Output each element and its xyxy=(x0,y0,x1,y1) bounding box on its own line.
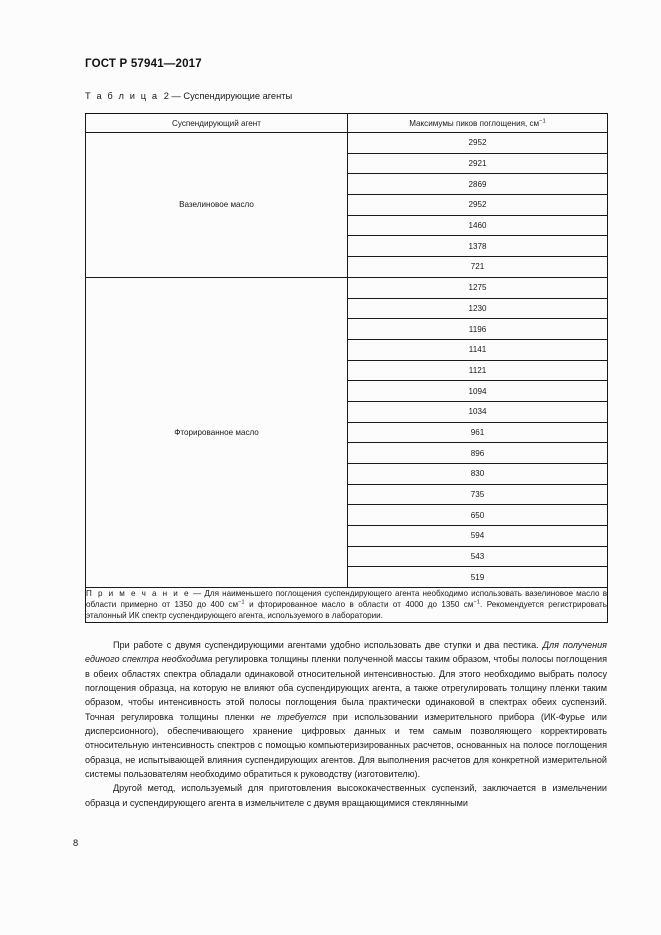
peak-value-cell: 1034 xyxy=(348,401,608,422)
paragraph-2: Другой метод, используемый для приготовления высококачественных суспензий, заключается в измельчении образца и суспендирующего агента в измельчителе с двумя вращающимися стеклянными xyxy=(85,783,607,808)
note-label: П р и м е ч а н и е xyxy=(86,589,190,599)
agent-cell-1: Фторированное масло xyxy=(86,277,348,587)
peak-value-cell: 519 xyxy=(348,567,608,588)
peak-value-cell: 2952 xyxy=(348,195,608,216)
p1-text-c: при использовании измерительного прибора (ИК-Фурье или дисперсионного), обеспечивающего хранение цифровых данных и тем самым позволяющего корректировать относительную интенсивность спектров с помощью компьютеризированных расчетов, основанных на полосе поглощения образца, не испытывающей влияния суспендирующих агентов. Для выполнения расчетов для конкретной измерительной системы пользователям необходимо обратиться к руководству (изготовителю). xyxy=(85,711,607,780)
suspending-agents-table-wrapper xyxy=(85,113,607,623)
paragraph-1 xyxy=(85,638,607,781)
peak-value-cell: 1121 xyxy=(348,360,608,381)
peak-value-cell: 1141 xyxy=(348,339,608,360)
unit-superscript: −1 xyxy=(539,117,546,124)
body-text xyxy=(85,638,607,810)
peak-value-cell: 1460 xyxy=(348,215,608,236)
peak-value-cell: 594 xyxy=(348,526,608,547)
standard-code: ГОСТ Р 57941—2017 xyxy=(85,58,202,70)
peak-value-cell: 721 xyxy=(348,257,608,278)
table-caption-label: Т а б л и ц а xyxy=(85,91,159,101)
peak-value-cell: 1275 xyxy=(348,277,608,298)
peak-value-cell: 896 xyxy=(348,443,608,464)
peak-value-cell: 1230 xyxy=(348,298,608,319)
peak-value-cell: 2869 xyxy=(348,174,608,195)
table-note: П р и м е ч а н и е — Для наименьшего поглощения суспендирующего агента необходимо использовать вазелиновое масло в области примерно от 1350 до 400 $см^{-1}$ и фторированное масло в области от 4000 до 1350 $см^{-1}$. Рекомендуется регистрировать эталонный ИК спектр суспендирующего агента, используемого в лаборатории. xyxy=(86,589,607,621)
peak-value-cell: 650 xyxy=(348,505,608,526)
peak-value-cell: 735 xyxy=(348,484,608,505)
p1-italic-2: не требуется xyxy=(260,711,327,722)
table-row xyxy=(86,277,608,298)
peak-value-cell: 830 xyxy=(348,464,608,485)
table-header-row xyxy=(86,114,608,133)
table-caption-number: 2 xyxy=(163,91,169,101)
table-note-row xyxy=(86,588,608,622)
column-header-peaks: Максимумы пиков поглощения, $см^{-1}$ xyxy=(348,114,608,133)
p1-text-b: регулировка толщины пленки полученной массы таким образом, чтобы полосы поглощения в обеих областях спектра обладали одинаковой относительной интенсивностью. Для этого необходимо выбрать полосу поглощения образца, на которую не влияют оба суспендирующих агента, а также отрегулировать толщину пленки таким образом, чтобы интенсивность этой полосы поглощения была практически одинаковой в спектрах обеих суспензий. Точная регулировка толщины пленки xyxy=(85,654,607,722)
peak-value-cell: 1196 xyxy=(348,319,608,340)
agent-cell-0: Вазелиновое масло xyxy=(86,133,348,278)
peak-value-cell: 543 xyxy=(348,546,608,567)
suspending-agents-table xyxy=(85,113,608,623)
peak-value-cell: 2952 xyxy=(348,133,608,154)
peak-value-cell: 2921 xyxy=(348,153,608,174)
table-row xyxy=(86,133,608,154)
table-caption xyxy=(85,91,292,101)
page-number: 8 xyxy=(73,838,79,848)
p1-text-a: При работе с двумя суспендирующими агентами удобно использовать две ступки и два пестика. xyxy=(113,640,543,650)
table-caption-title: Суспендирующие агенты xyxy=(183,91,293,101)
peak-value-cell: 1094 xyxy=(348,381,608,402)
peak-value-cell: 961 xyxy=(348,422,608,443)
table-caption-dash: — xyxy=(171,91,181,101)
p1-italic-1: Для получения единого спектра необходима xyxy=(85,640,607,665)
column-header-agent: Суспендирующий агент xyxy=(86,114,348,133)
peak-value-cell: 1378 xyxy=(348,236,608,257)
